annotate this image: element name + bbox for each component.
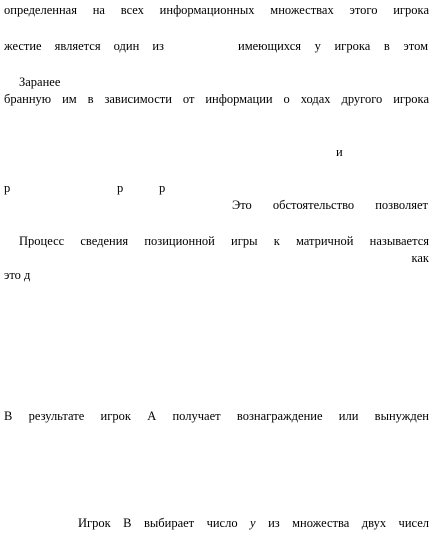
text-line-2-right-content: имеющихся у игрока в этом <box>238 39 428 53</box>
math-variable-y: y <box>250 516 256 530</box>
text-line-4 <box>4 93 429 106</box>
text-line-7 <box>232 199 428 212</box>
text-line-1-content: определенная на всех информационных множествах этого игрока <box>4 3 429 17</box>
text-line-6-b-content: р <box>117 181 124 195</box>
text-line-11-content: В результате игрок А получает вознаграждение или вынужден <box>4 409 429 423</box>
text-line-12 <box>78 517 429 530</box>
text-line-8-content: Процесс сведения позиционной игры к матричной называется <box>19 234 429 248</box>
text-line-6-a <box>4 182 10 195</box>
text-line-6-a-content: р <box>4 181 11 195</box>
text-line-11 <box>4 410 429 423</box>
text-line-6-b <box>117 182 123 195</box>
text-line-2-left-content: жестие является один из <box>4 39 164 53</box>
text-line-9-content: как <box>411 251 429 265</box>
text-line-5 <box>336 146 343 159</box>
text-line-4-content: бранную им в зависимости от информации о ходах другого игрока <box>4 92 429 106</box>
text-line-3 <box>19 76 60 89</box>
text-line-2-right <box>238 40 428 53</box>
text-line-8 <box>19 235 429 248</box>
text-line-2-left <box>4 40 164 53</box>
text-line-10-content: это д <box>4 268 31 282</box>
text-line-5-content: и <box>336 145 343 159</box>
text-line-7-content: Это обстоятельство позволяет <box>232 198 428 212</box>
text-line-3-content: Заранее <box>19 75 61 89</box>
text-line-10 <box>4 269 30 282</box>
text-line-12-part-a: Игрок В выбирает число <box>78 516 238 530</box>
text-line-1 <box>4 4 429 17</box>
text-line-6-c-content: р <box>159 181 166 195</box>
text-line-6-c <box>159 182 165 195</box>
text-line-9 <box>411 252 429 265</box>
text-line-12-part-b: из множества двух чисел <box>268 516 430 530</box>
